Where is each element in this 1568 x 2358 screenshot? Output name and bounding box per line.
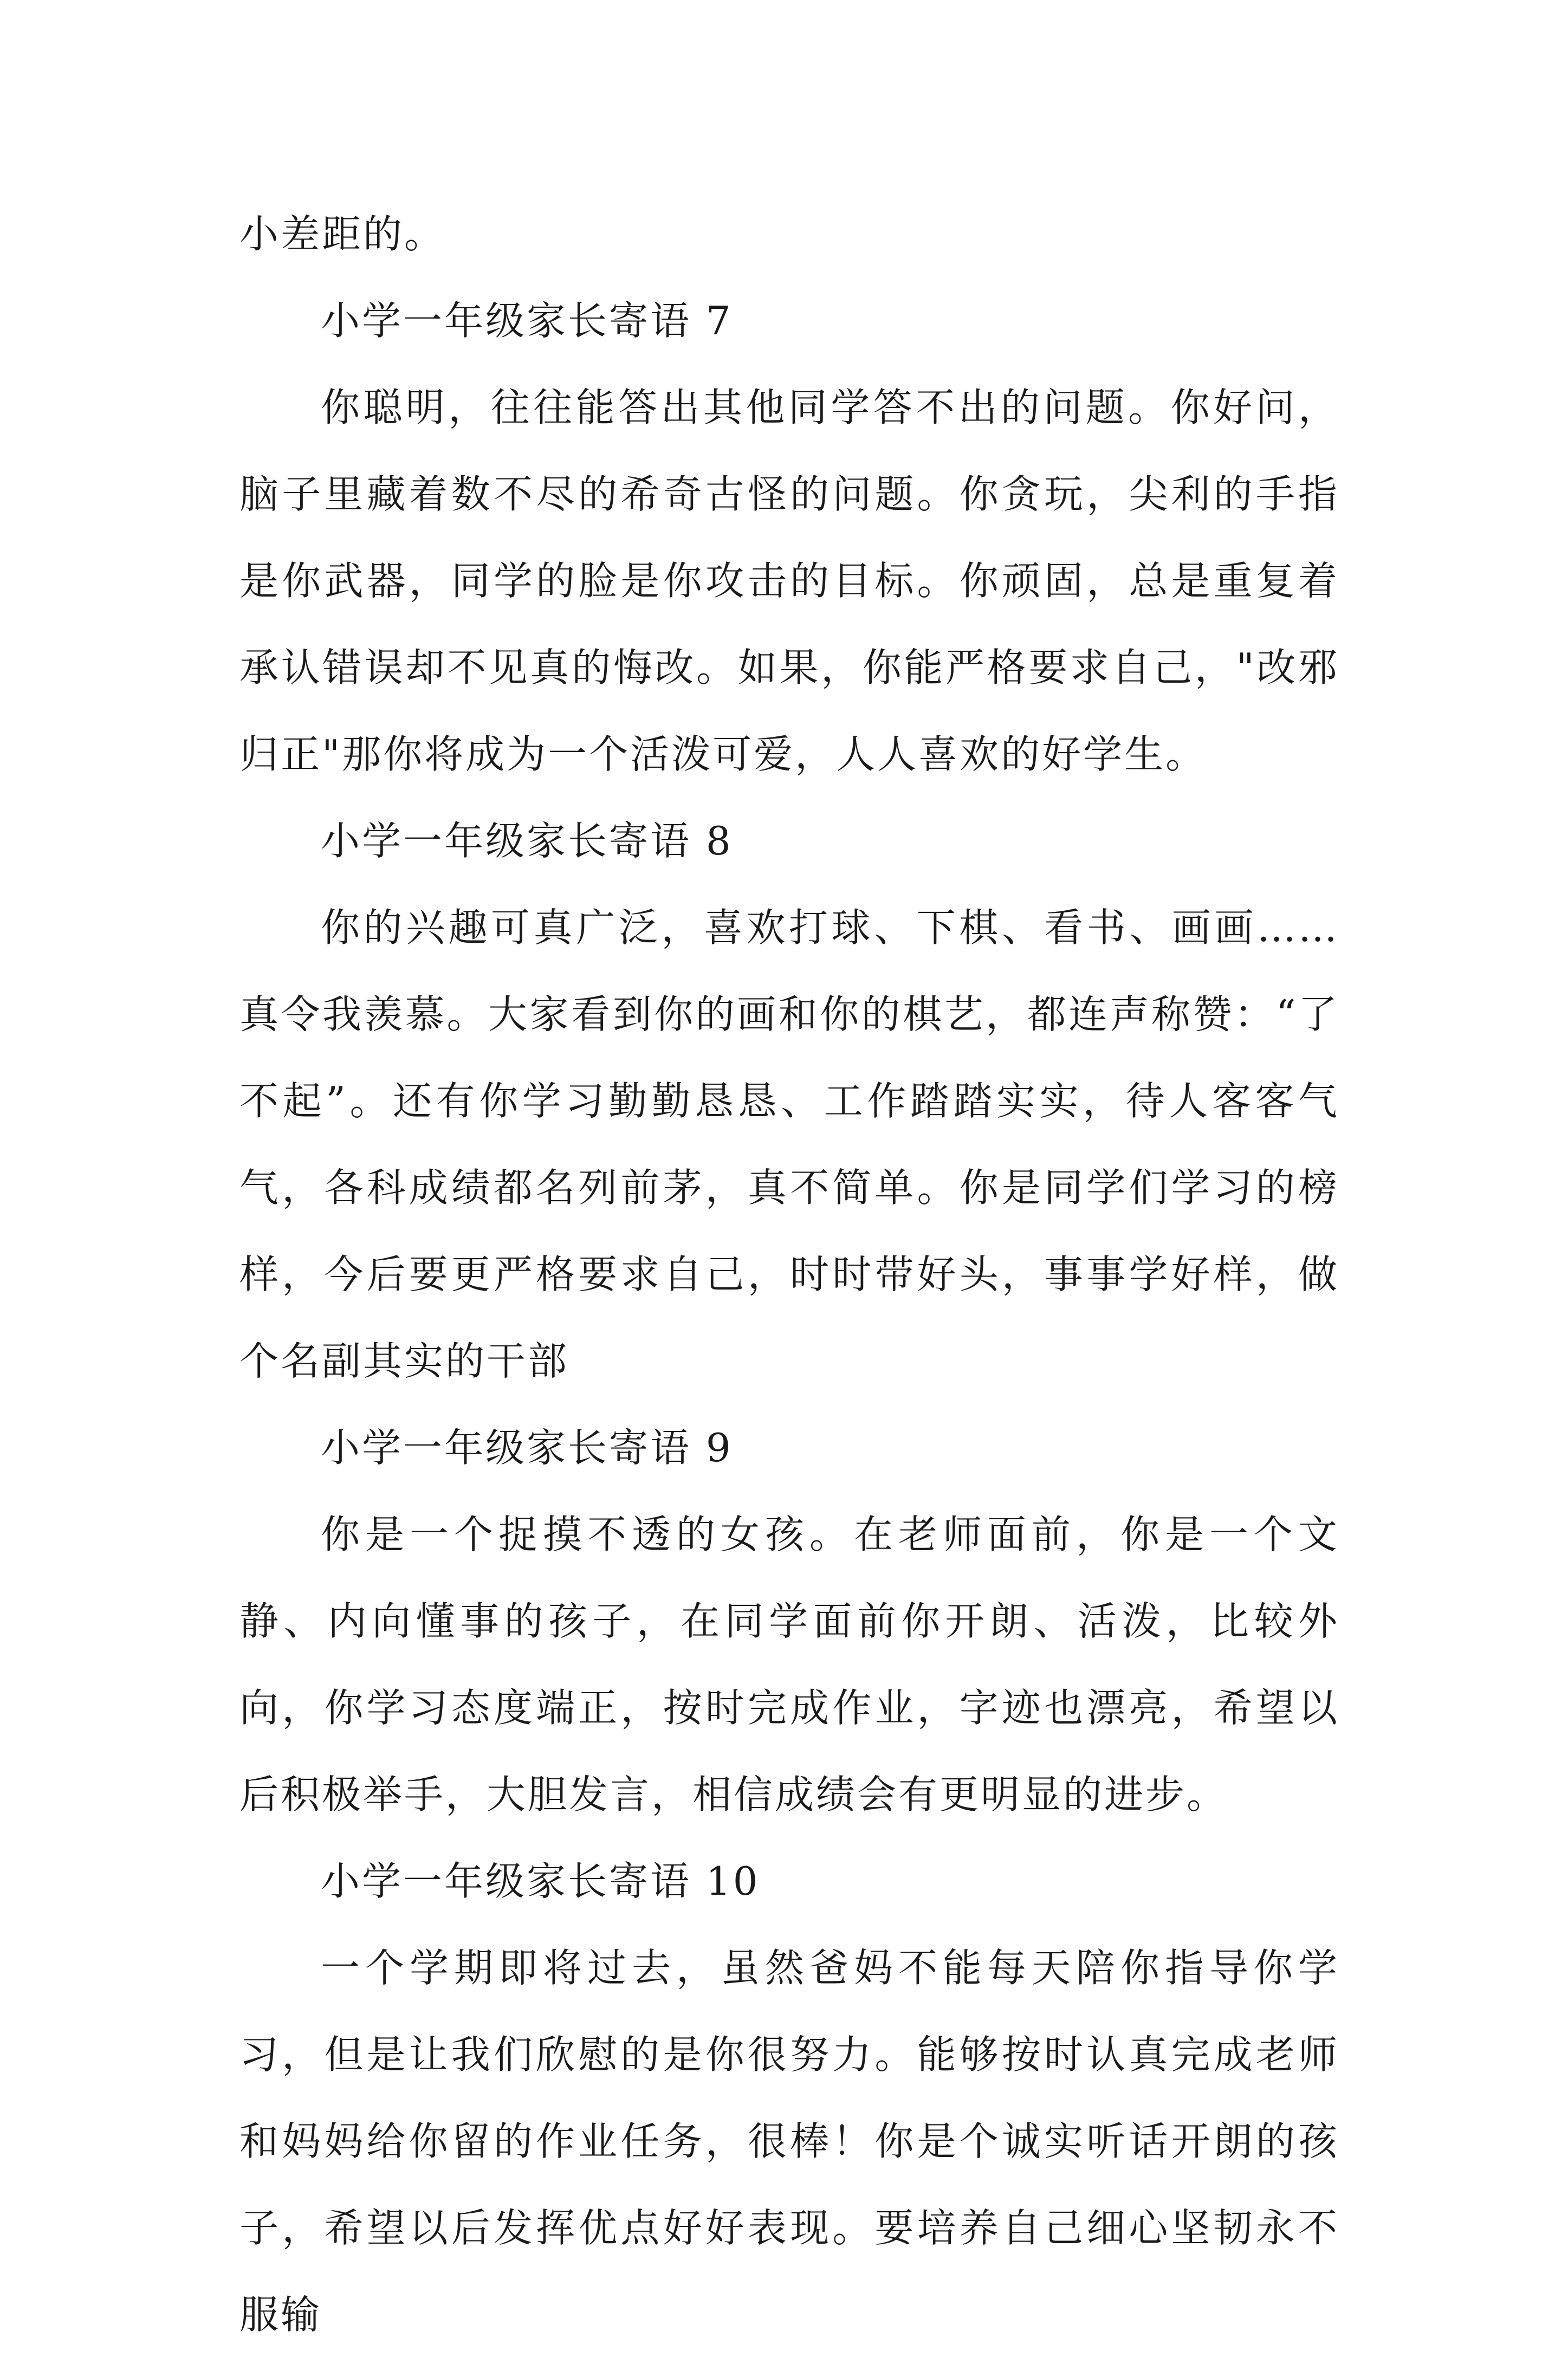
section-heading-8: 小学一年级家长寄语 8 bbox=[321, 818, 733, 864]
paragraph-9: 你是一个捉摸不透的女孩。在老师面前，你是一个文静、内向懂事的孩子，在同学面前你开朗、活泼，比较外向，你学习态度端正，按时完成作业，字迹也漂亮，希望以后积极举手，大胆发言，相信成绩会有更明显的进步。 bbox=[239, 1512, 1339, 1817]
paragraph-7: 你聪明，往往能答出其他同学答不出的问题。你好问，脑子里藏着数不尽的希奇古怪的问题。你贪玩，尖利的手指是你武器，同学的脸是你攻击的目标。你顽固，总是重复着承认错误却不见真的悔改。如果，你能严格要求自己，"改邪归正"那你将成为一个活泼可爱，人人喜欢的好学生。 bbox=[239, 385, 1339, 777]
section-heading-10: 小学一年级家长寄语 10 bbox=[321, 1858, 760, 1904]
paragraph-8: 你的兴趣可真广泛，喜欢打球、下棋、看书、画画……真令我羡慕。大家看到你的画和你的棋艺，都连声称赞：“了不起”。还有你学习勤勤恳恳、工作踏踏实实，待人客客气气，各科成绩都名列前茅，真不简单。你是同学们学习的榜样，今后要更严格要求自己，时时带好头，事事学好样，做个名副其实的干部 bbox=[239, 905, 1339, 1384]
section-heading-7: 小学一年级家长寄语 7 bbox=[321, 298, 733, 344]
paragraph-10: 一个学期即将过去，虽然爸妈不能每天陪你指导你学习，但是让我们欣慰的是你很努力。能够按时认真完成老师和妈妈给你留的作业任务，很棒！你是个诚实听话开朗的孩子，希望以后发挥优点好好表现。要培养自己细心坚韧永不服输 bbox=[239, 1945, 1339, 2337]
section-heading-9: 小学一年级家长寄语 9 bbox=[321, 1425, 733, 1470]
paragraph-continuation: 小差距的。 bbox=[239, 211, 446, 257]
document-body bbox=[239, 191, 1339, 2358]
